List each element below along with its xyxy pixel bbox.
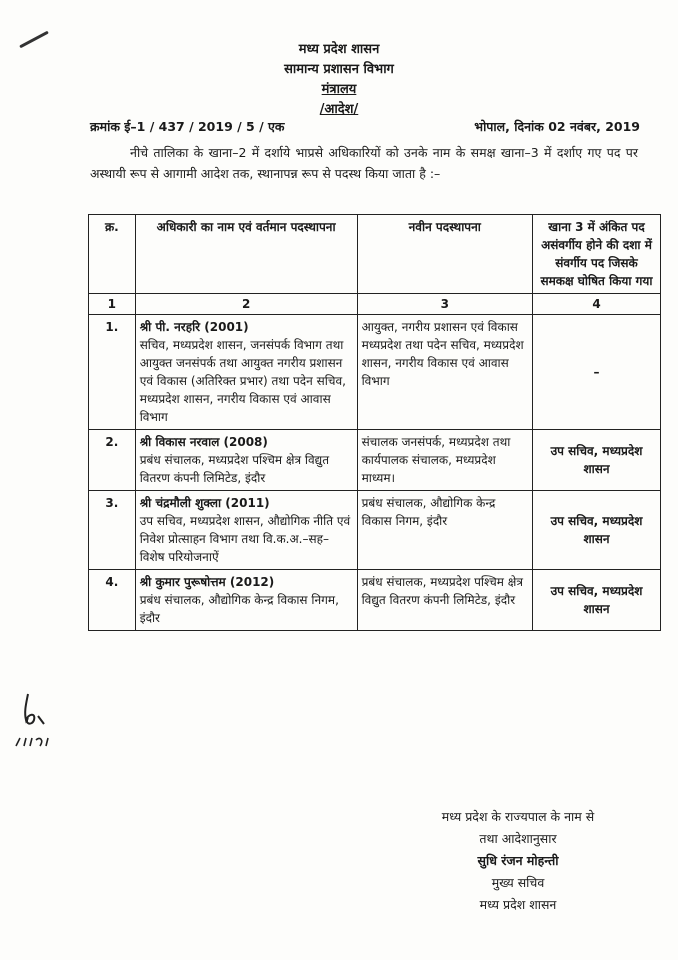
intro-paragraph: नीचे तालिका के खाना–2 में दर्शाये भाप्रसे अधिकारियों को उनके नाम के समक्ष खाना–3 में दर्शाए गए पद पर अस्थायी रूप से आगामी आदेश तक, स्थानापन्न रूप से पदस्थ किया जाता है :–	[90, 145, 638, 181]
table-row	[89, 430, 661, 491]
posting-table	[88, 214, 661, 631]
officer-name: श्री कुमार पुरूषोत्तम (2012)	[139, 575, 275, 589]
signature-block	[388, 806, 648, 916]
new-post: आयुक्त, नगरीय प्रशासन एवं विकास मध्यप्रदेश तथा पदेन सचिव, मध्यप्रदेश शासन, नगरीय विकास एवं आवास विभाग	[357, 315, 532, 430]
authority-line: मध्य प्रदेश के राज्यपाल के नाम से	[441, 809, 595, 824]
govt-name: मध्य प्रदेश शासन	[298, 42, 380, 57]
header-new-post: नवीन पदस्थापना	[357, 215, 532, 294]
officer-cell	[135, 491, 357, 570]
current-post: सचिव, मध्यप्रदेश शासन, जनसंपर्क विभाग तथा आयुक्त जनसंपर्क तथा आयुक्त नगरीय प्रशासन एवं विकास (अतिरिक्त प्रभार) तथा पदेन सचिव, मध्यप्रदेश शासन, नगरीय विकास एवं आवास विभाग	[139, 338, 346, 424]
header-sno: क्र.	[89, 215, 136, 294]
table-row	[89, 491, 661, 570]
row-sno: 4.	[89, 570, 136, 631]
col-number: 1	[89, 294, 136, 315]
department-name: सामान्य प्रशासन विभाग	[284, 62, 394, 77]
header-officer: अधिकारी का नाम एवं वर्तमान पदस्थापना	[135, 215, 357, 294]
table-header-row	[89, 215, 661, 294]
officer-cell	[135, 570, 357, 631]
row-sno: 2.	[89, 430, 136, 491]
signatory-office: मध्य प्रदेश शासन	[479, 897, 557, 912]
officer-name: श्री पी. नरहरि (2001)	[139, 320, 249, 334]
current-post: उप सचिव, मध्यप्रदेश शासन, औद्योगिक नीति एवं निवेश प्रोत्साहन विभाग तथा वि.क.अ.–सह–विशेष परियोजनाऐं	[139, 514, 351, 564]
new-post: प्रबंध संचालक, मध्यप्रदेश पश्चिम क्षेत्र विद्युत वितरण कंपनी लिमिटेड, इंदौर	[357, 570, 532, 631]
column-number-row	[89, 294, 661, 315]
equivalent-post: उप सचिव, मध्यप्रदेश शासन	[533, 491, 661, 570]
header-equivalent: खाना 3 में अंकित पद असंवर्गीय होने की दशा में संवर्गीय पद जिसके समकक्ष घोषित किया गया	[533, 215, 661, 294]
officer-name: श्री चंद्रमौली शुक्ला (2011)	[139, 496, 270, 510]
col-number: 2	[135, 294, 357, 315]
table-row	[89, 315, 661, 430]
col-number: 3	[357, 294, 532, 315]
row-sno: 1.	[89, 315, 136, 430]
equivalent-post: उप सचिव, मध्यप्रदेश शासन	[533, 430, 661, 491]
place-date: भोपाल, दिनांक 02 नवंबर, 2019	[474, 119, 640, 134]
col-number: 4	[533, 294, 661, 315]
document-header	[0, 40, 678, 120]
row-sno: 3.	[89, 491, 136, 570]
current-post: प्रबंध संचालक, औद्योगिक केन्द्र विकास निगम, इंदौर	[139, 593, 339, 625]
signatory-name: सुधि रंजन मोहन्ती	[477, 853, 559, 868]
officer-name: श्री विकास नरवाल (2008)	[139, 435, 268, 449]
ministry-name: मंत्रालय	[321, 82, 357, 97]
order-number: क्रमांक ई–1 / 437 / 2019 / 5 / एक	[90, 119, 285, 134]
table-row	[89, 570, 661, 631]
officer-cell	[135, 430, 357, 491]
signatory-designation: मुख्य सचिव	[491, 875, 545, 890]
equivalent-post: उप सचिव, मध्यप्रदेश शासन	[533, 570, 661, 631]
order-heading: /आदेश/	[319, 102, 359, 117]
new-post: संचालक जनसंपर्क, मध्यप्रदेश तथा कार्यपालक संचालक, मध्यप्रदेश माध्यम।	[357, 430, 532, 491]
current-post: प्रबंध संचालक, मध्यप्रदेश पश्चिम क्षेत्र विद्युत वितरण कंपनी लिमिटेड, इंदौर	[139, 453, 330, 485]
equivalent-post: –	[533, 315, 661, 430]
officer-cell	[135, 315, 357, 430]
order-line: तथा आदेशानुसार	[479, 831, 557, 846]
new-post: प्रबंध संचालक, औद्योगिक केन्द्र विकास निगम, इंदौर	[357, 491, 532, 570]
handwritten-initials	[14, 690, 54, 750]
